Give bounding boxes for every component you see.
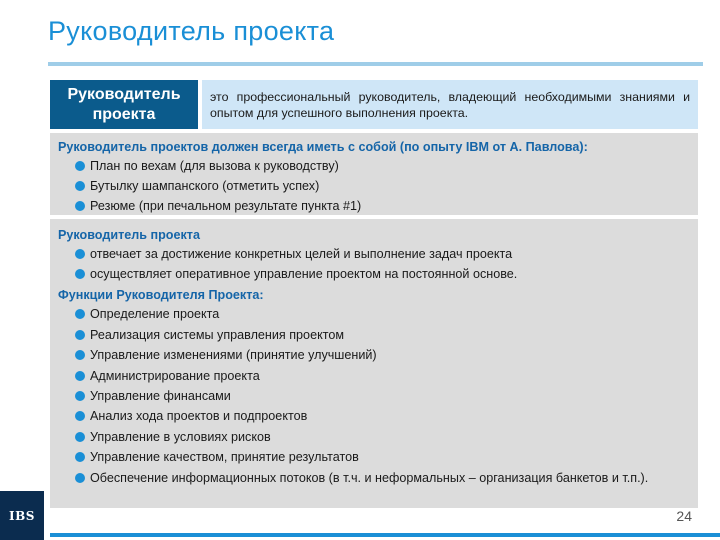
- must-have-heading: Руководитель проектов должен всегда иметь с собой (по опыту IBM от А. Павлова):: [58, 140, 588, 154]
- list-item: [58, 388, 690, 404]
- list-item-text: Управление изменениями (принятие улучшений): [90, 348, 377, 363]
- list-item-text: Управление в условиях рисков: [90, 429, 271, 444]
- bullet-icon: [75, 452, 85, 462]
- list-item: [58, 306, 690, 322]
- list-item-text: Реализация системы управления проектом: [90, 327, 345, 342]
- role-definition: это профессиональный руководитель, владеющий необходимыми знаниями и опытом для успешного выполнения проекта.: [202, 80, 698, 129]
- bullet-icon: [75, 181, 85, 191]
- bullet-icon: [75, 391, 85, 401]
- bullet-icon: [75, 411, 85, 421]
- must-have-list: [58, 158, 690, 214]
- list-item: [58, 449, 690, 465]
- functions-list: [58, 306, 690, 485]
- responsibilities-heading: Руководитель проекта: [58, 228, 200, 242]
- bullet-icon: [75, 371, 85, 381]
- responsibilities-panel: [50, 219, 698, 508]
- company-logo: [0, 491, 44, 540]
- bullet-icon: [75, 473, 85, 483]
- bullet-icon: [75, 330, 85, 340]
- bullet-icon: [75, 201, 85, 211]
- list-item-text: Администрирование проекта: [90, 368, 260, 383]
- list-item-text: Анализ хода проектов и подпроектов: [90, 409, 308, 424]
- bullet-icon: [75, 161, 85, 171]
- list-item: [58, 429, 690, 445]
- list-item: [58, 408, 690, 424]
- list-item-text: Управление качеством, принятие результатов: [90, 450, 359, 465]
- bullet-icon: [75, 432, 85, 442]
- list-item: [58, 266, 690, 282]
- logo-text: IBS: [9, 508, 35, 523]
- list-item: [58, 327, 690, 343]
- footer-rule: [50, 533, 720, 537]
- list-item-text: осуществляет оперативное управление проектом на постоянной основе.: [90, 267, 518, 282]
- list-item-text: Управление финансами: [90, 388, 231, 403]
- list-item-text: План по вехам (для вызова к руководству): [90, 159, 339, 173]
- list-item: [58, 470, 690, 486]
- list-item: [58, 246, 690, 262]
- bullet-icon: [75, 350, 85, 360]
- must-have-panel: [50, 133, 698, 215]
- bullet-icon: [75, 309, 85, 319]
- role-box-label: Руководитель проекта: [67, 85, 181, 123]
- list-item: [58, 158, 690, 174]
- list-item-text: Определение проекта: [90, 307, 220, 322]
- list-item-text: отвечает за достижение конкретных целей и выполнение задач проекта: [90, 247, 513, 261]
- list-item: [58, 368, 690, 384]
- page-title: Руководитель проекта: [48, 16, 335, 46]
- bullet-icon: [75, 249, 85, 259]
- functions-heading: Функции Руководителя Проекта:: [58, 288, 264, 303]
- role-box: [50, 80, 198, 129]
- page-number: 24: [676, 508, 692, 524]
- list-item: [58, 178, 690, 194]
- list-item-text: Бутылку шампанского (отметить успех): [90, 179, 320, 193]
- responsibilities-list: [58, 246, 690, 282]
- bullet-icon: [75, 269, 85, 279]
- list-item: [58, 347, 690, 363]
- list-item-text: Обеспечение информационных потоков (в т.ч. и неформальных – организация банкетов и т.п.).: [90, 470, 649, 485]
- list-item-text: Резюме (при печальном результате пункта #1): [90, 199, 362, 213]
- title-underline: [48, 62, 703, 66]
- list-item: [58, 198, 690, 214]
